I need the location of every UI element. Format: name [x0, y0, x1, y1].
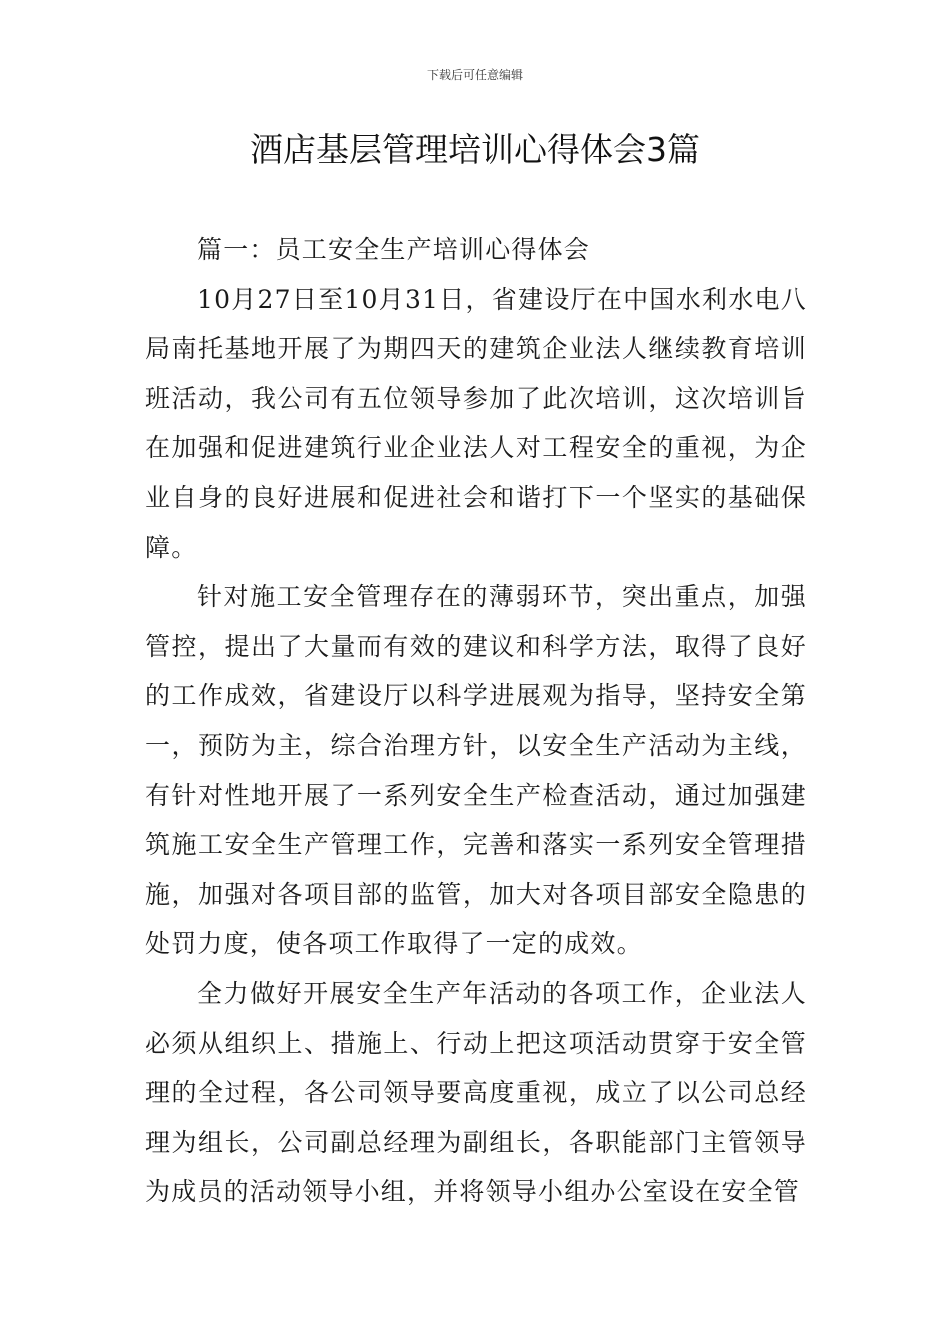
paragraph-2: 针对施工安全管理存在的薄弱环节，突出重点，加强管控，提出了大量而有效的建议和科学方法，取得了良好的工作成效，省建设厅以科学进展观为指导，坚持安全第一，预防为主，综合治理方针，以安全生产活动为主线，有针对性地开展了一系列安全生产检查活动，通过加强建筑施工安全生产管理工作，完善和落实一系列安全管理措施，加强对各项目部的监管，加大对各项目部安全隐患的处罚力度，使各项工作取得了一定的成效。: [145, 582, 807, 959]
document-title: 酒店基层管理培训心得体会3篇: [250, 130, 700, 169]
section-heading: 篇一：员工安全生产培训心得体会: [197, 235, 591, 264]
header-note: 下载后可任意编辑: [426, 68, 523, 82]
paragraph-1: 10月27日至10月31日，省建设厅在中国水利水电八局南托基地开展了为期四天的建筑企业法人继续教育培训班活动，我公司有五位领导参加了此次培训，这次培训旨在加强和促进建筑行业企业法人对工程安全的重视，为企业自身的良好进展和促进社会和谐打下一个坚实的基础保障。: [145, 284, 807, 562]
paragraph-3: 全力做好开展安全生产年活动的各项工作，企业法人必须从组织上、措施上、行动上把这项活动贯穿于安全管理的全过程，各公司领导要高度重视，成立了以公司总经理为组长，公司副总经理为副组长，各职能部门主管领导为成员的活动领导小组，并将领导小组办公室设在安全管: [145, 978, 807, 1207]
document-body: [145, 225, 807, 1217]
